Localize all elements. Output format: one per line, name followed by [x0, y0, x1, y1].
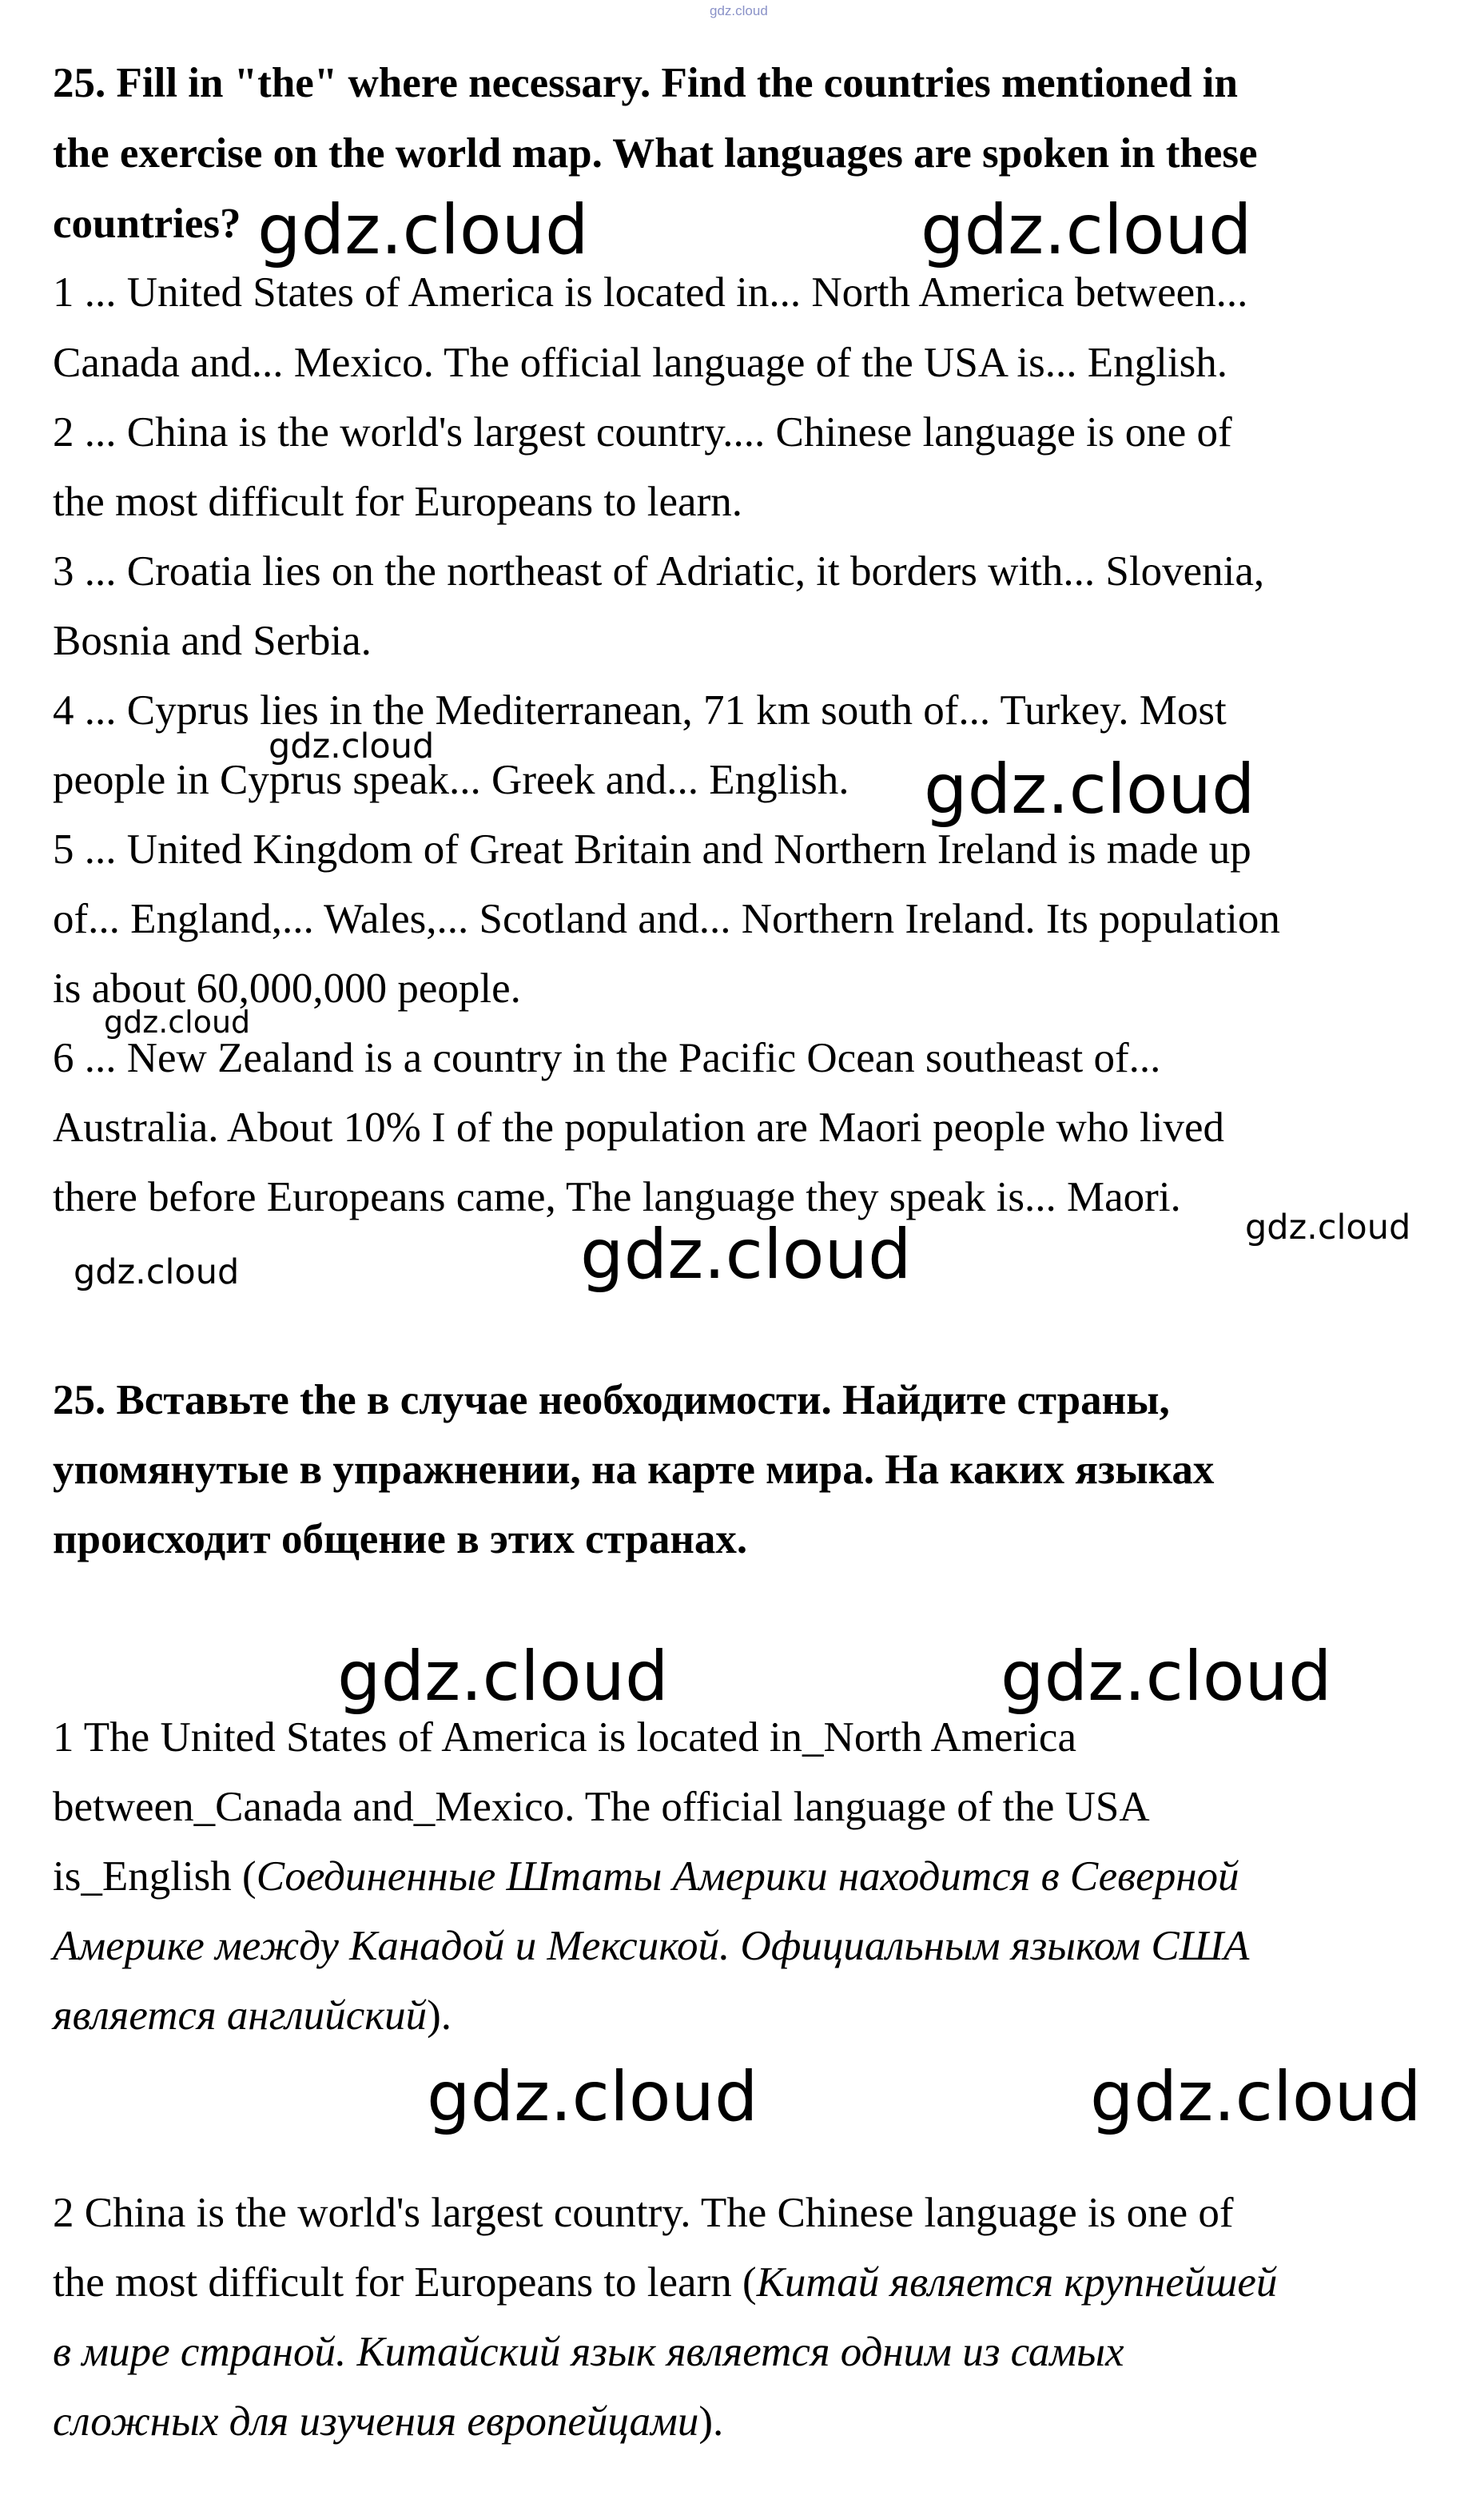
top-watermark: gdz.cloud [710, 3, 768, 18]
task-heading-line-3: countries? [53, 201, 241, 247]
task-heading-ru-line-1: 25. Вставьте the в случае необходимости. Найдите страны, [53, 1377, 1170, 1423]
answer-text: 1 The United States of America is located in_North America [53, 1714, 1076, 1761]
exercise-line: the most difficult for Europeans to learn. [53, 479, 742, 525]
watermark: gdz.cloud [427, 2057, 758, 2137]
answer-line [53, 1911, 1249, 1981]
answer-translation: Соединенные Штаты Америки находится в Северной [256, 1853, 1239, 1900]
answer-translation: Америке между Канадой и Мексикой. Официальным языком США [53, 1923, 1250, 1969]
answer-text: is_English ( [53, 1853, 257, 1900]
task-heading-line-2: the exercise on the world map. What languages are spoken in these [53, 130, 1258, 177]
exercise-line: Bosnia and Serbia. [53, 618, 372, 664]
task-heading-ru-line-3: происходит общение в этих странах. [53, 1516, 748, 1562]
answer-line [53, 1772, 1150, 1842]
exercise-line: 5 ... United Kingdom of Great Britain and Northern Ireland is made up [53, 826, 1251, 873]
watermark: gdz.cloud [1090, 2057, 1422, 2137]
answer-line [53, 1841, 1239, 1912]
watermark: gdz.cloud [337, 1637, 669, 1717]
exercise-line: 4 ... Cyprus lies in the Mediterranean, 71 km south of... Turkey. Most [53, 687, 1227, 734]
exercise-line: Canada and... Mexico. The official language of the USA is... English. [53, 340, 1227, 386]
exercise-line: 1 ... United States of America is located in... North America between... [53, 269, 1248, 316]
answer-translation: сложных для изучения европейцами [53, 2398, 699, 2445]
exercise-line: is about 60,000,000 people. [53, 965, 521, 1012]
exercise-line: 2 ... China is the world's largest country.... Chinese language is one of [53, 409, 1232, 456]
watermark: gdz.cloud [924, 750, 1255, 830]
answer-line [53, 2317, 1124, 2387]
answer-text: the most difficult for Europeans to learn ( [53, 2259, 757, 2306]
watermark: gdz.cloud [1245, 1208, 1411, 1248]
task-heading-ru-line-2: упомянутые в упражнении, на карте мира. На каких языках [53, 1447, 1215, 1493]
exercise-line: there before Europeans came, The language they speak is... Maori. [53, 1174, 1181, 1220]
exercise-line: 6 ... New Zealand is a country in the Pacific Ocean southeast of... [53, 1035, 1161, 1081]
watermark: gdz.cloud [580, 1215, 912, 1295]
answer-line [53, 1980, 452, 2051]
watermark: gdz.cloud [1001, 1637, 1332, 1717]
watermark: gdz.cloud [74, 1252, 240, 1292]
watermark: gdz.cloud [269, 726, 435, 766]
answer-translation: в мире страной. Китайский язык является одним из самых [53, 2329, 1124, 2375]
exercise-line: of... England,... Wales,... Scotland and... Northern Ireland. Its population [53, 896, 1280, 942]
answer-line [53, 2247, 1277, 2318]
answer-translation: Китай является крупнейшей [756, 2259, 1278, 2306]
exercise-line: Australia. About 10% I of the population are Maori people who lived [53, 1104, 1224, 1151]
answer-line [53, 2386, 723, 2457]
watermark: gdz.cloud [257, 190, 589, 270]
answer-text: ). [427, 1992, 452, 2039]
answer-text: 2 China is the world's largest country. The Chinese language is one of [53, 2190, 1234, 2236]
watermark: gdz.cloud [104, 1005, 251, 1040]
answer-translation: является английский [53, 1992, 428, 2039]
task-heading-line-1: 25. Fill in "the" where necessary. Find the countries mentioned in [53, 60, 1238, 106]
exercise-line: 3 ... Croatia lies on the northeast of Adriatic, it borders with... Slovenia, [53, 548, 1265, 595]
answer-text: between_Canada and_Mexico. The official language of the USA [53, 1784, 1150, 1830]
watermark: gdz.cloud [921, 190, 1252, 270]
answer-text: ). [698, 2398, 724, 2445]
exercise-line: people in Cyprus speak... Greek and... English. [53, 757, 849, 803]
answer-line [53, 2178, 1234, 2248]
